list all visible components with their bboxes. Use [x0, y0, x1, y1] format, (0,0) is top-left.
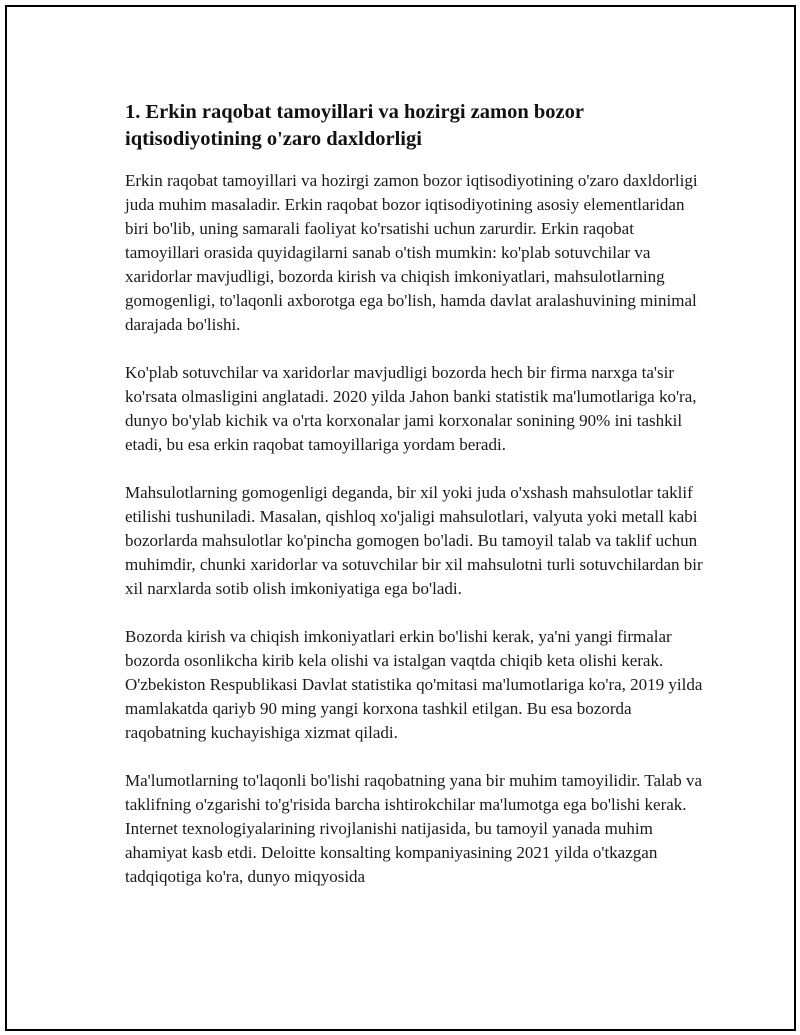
document-body — [119, 99, 705, 889]
paragraph-homogeneity: Mahsulotlarning gomogenligi deganda, bir xil yoki juda o'xshash mahsulotlar taklif etilishi tushuniladi. Masalan, qishloq xo'jaligi mahsulotlari, valyuta yoki metall kabi bozorlarda mahsulotlar ko'pincha gomogen bo'ladi. Bu tamoyil talab va taklif uchun muhimdir, chunki xaridorlar va sotuvchilar bir xil mahsulotni turli sotuvchilardan bir xil narxlarda sotib olish imkoniyatiga ega bo'ladi. — [125, 483, 703, 598]
paragraph-sellers-buyers: Ko'plab sotuvchilar va xaridorlar mavjudligi bozorda hech bir firma narxga ta'sir ko'rsata olmasligini anglatadi. 2020 yilda Jahon banki statistik ma'lumotlariga ko'ra, dunyo bo'ylab kichik va o'rta korxonalar jami korxonalar sonining 90% ini tashkil etadi, bu esa erkin raqobat tamoyillariga yordam beradi. — [125, 363, 697, 454]
paragraph-information: Ma'lumotlarning to'laqonli bo'lishi raqobatning yana bir muhim tamoyilidir. Talab va taklifning o'zgarishi to'g'risida barcha ishtirokchilar ma'lumotga ega bo'lishi kerak. Internet texnologiyalarining rivojlanishi natijasida, bu tamoyil yanada muhim ahamiyat kasb etdi. Deloitte konsalting kompaniyasining 2021 yilda o'tkazgan tadqiqotiga ko'ra, dunyo miqyosida — [125, 771, 703, 886]
paragraph-intro: Erkin raqobat tamoyillari va hozirgi zamon bozor iqtisodiyotining o'zaro daxldorligi juda muhim masaladir. Erkin raqobat bozor iqtisodiyotining asosiy elementlaridan biri bo'lib, uning samarali faoliyat ko'rsatishi uchun zarurdir. Erkin raqobat tamoyillari orasida quyidagilarni sanab o'tish mumkin: ko'plab sotuvchilar va xaridorlar mavjudligi, bozorda kirish va chiqish imkoniyatlari, mahsulotlarning gomogenligi, to'laqonli axborotga ega bo'lish, hamda davlat aralashuvining minimal darajada bo'lishi. — [125, 171, 698, 334]
page-frame — [5, 5, 796, 1031]
paragraph-market-entry: Bozorda kirish va chiqish imkoniyatlari erkin bo'lishi kerak, ya'ni yangi firmalar bozorda osonlikcha kirib kela olishi va istalgan vaqtda chiqib keta olishi kerak. O'zbekiston Respublikasi Davlat statistika qo'mitasi ma'lumotlariga ko'ra, 2019 yilda mamlakatda qariyb 90 ming yangi korxona tashkil etilgan. Bu esa bozorda raqobatning kuchayishiga xizmat qiladi. — [125, 627, 703, 742]
section-heading: 1. Erkin raqobat tamoyillari va hozirgi zamon bozor iqtisodiyotining o'zaro daxldorligi — [125, 101, 584, 150]
